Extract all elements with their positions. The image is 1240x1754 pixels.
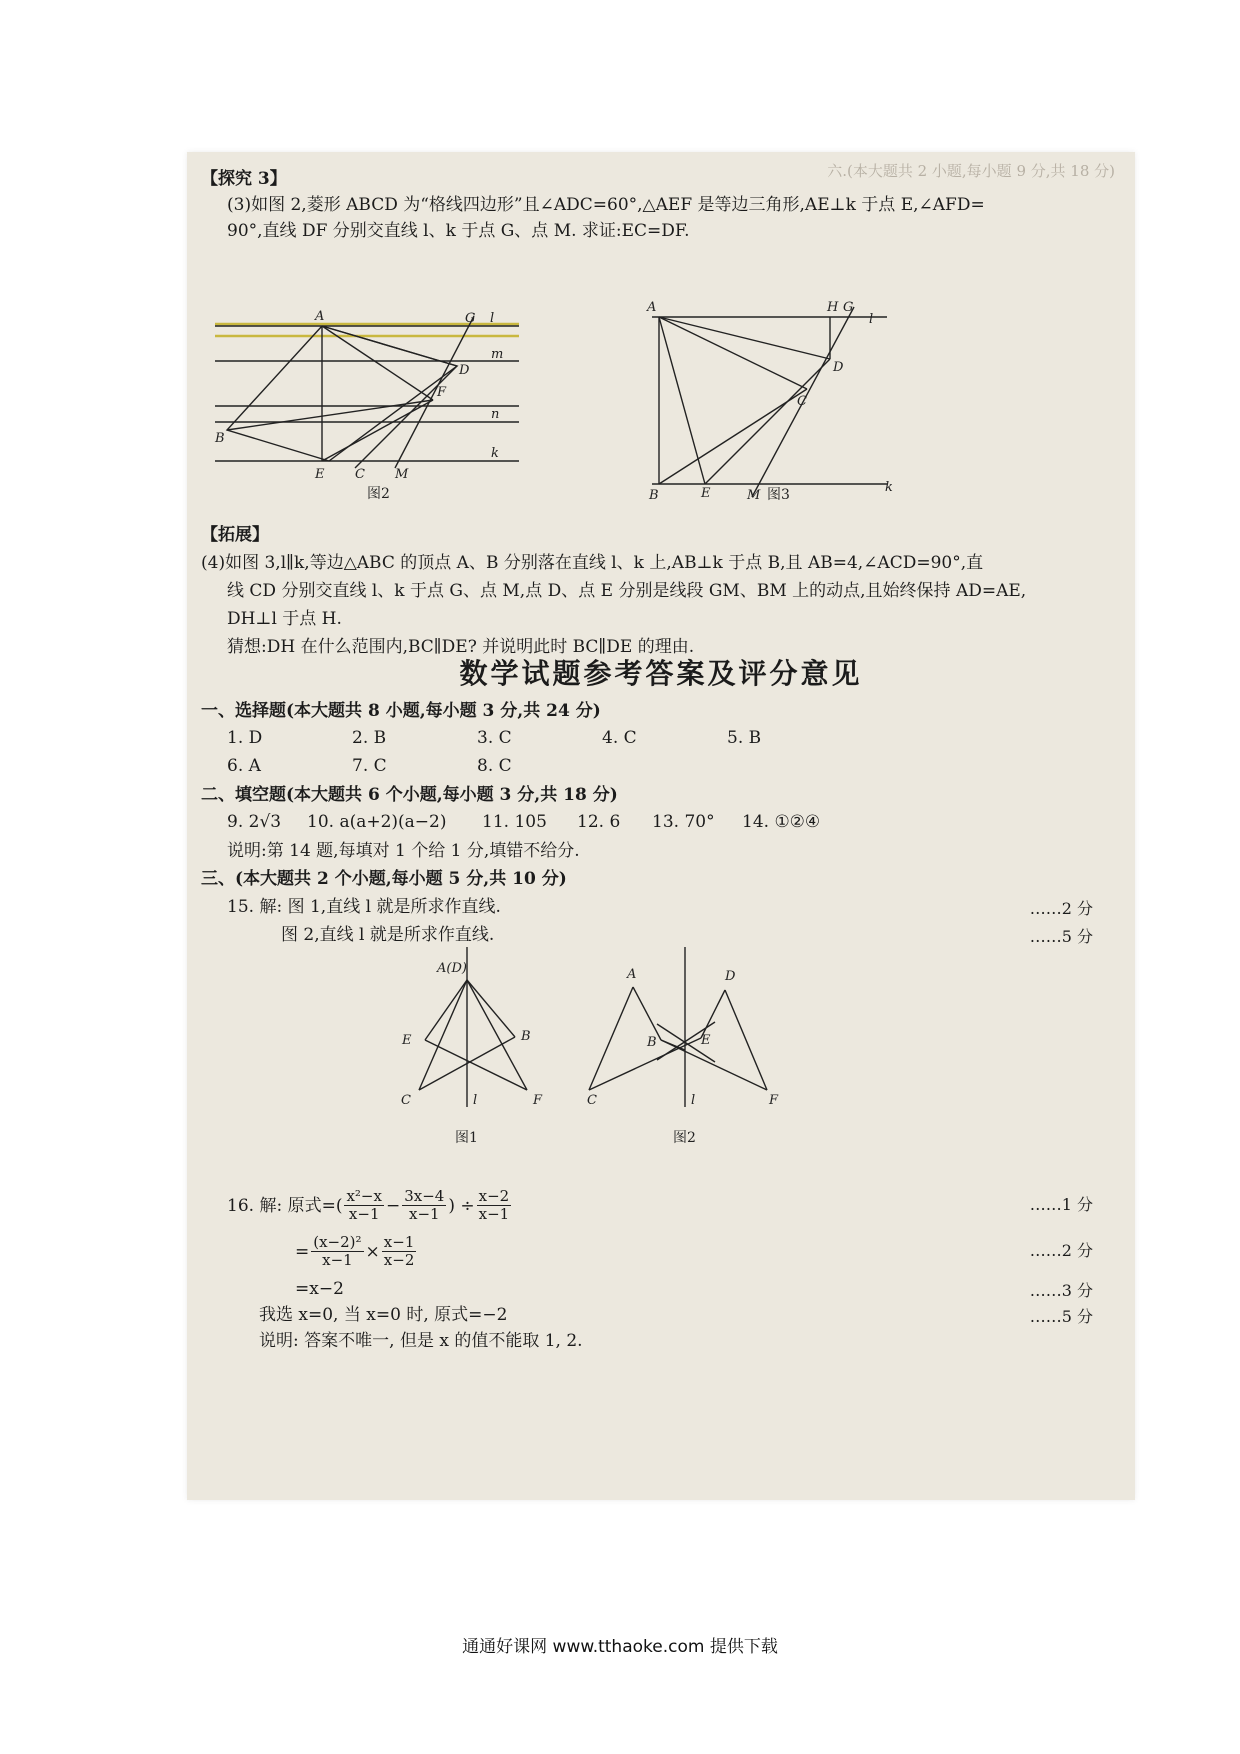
section1-header: 一、选择题(本大题共 8 小题,每小题 3 分,共 24 分) <box>201 701 601 721</box>
fraction <box>382 1234 417 1269</box>
label-m2: M <box>395 467 409 482</box>
fraction <box>477 1188 512 1223</box>
score-mark: ……2 分 <box>1029 899 1093 918</box>
fill-item: 14. ①②④ <box>742 812 821 832</box>
segment-ae <box>659 317 705 484</box>
label-e: E <box>402 1033 412 1048</box>
numerator: 3x−4 <box>404 1187 445 1205</box>
q15-line2: 图 2,直线 l 就是所求作直线. <box>281 925 495 945</box>
label-l: l <box>869 312 874 327</box>
label-e: E <box>701 1033 711 1048</box>
footer: 通通好课网 www.tthaoke.com 提供下载 <box>462 1637 778 1657</box>
label-l: l <box>691 1093 696 1108</box>
answers-title: 数学试题参考答案及评分意见 <box>459 657 863 690</box>
section1-row1 <box>227 728 852 748</box>
section2-header: 二、填空题(本大题共 6 个小题,每小题 3 分,共 18 分) <box>201 785 618 805</box>
q16-line2 <box>295 1234 418 1269</box>
label-ad: A(D) <box>437 961 467 976</box>
fraction <box>344 1188 384 1223</box>
segment-ad <box>659 317 830 359</box>
extension-line2: 线 CD 分别交直线 l、k 于点 G、点 M,点 D、点 E 分别是线段 GM、BM 上的动点,且始终保持 AD=AE, <box>227 581 1027 601</box>
q15-fig2-caption: 图2 <box>673 1130 696 1146</box>
label-k: k <box>885 480 893 495</box>
score-mark: ……3 分 <box>1029 1281 1093 1300</box>
fraction <box>402 1188 446 1223</box>
q15-fig1-caption: 图1 <box>455 1130 478 1146</box>
segment-ef <box>425 1040 527 1090</box>
label-b: B <box>215 431 225 446</box>
explore3-line2: 90°,直线 DF 分别交直线 l、k 于点 G、点 M. 求证:EC=DF. <box>227 221 690 241</box>
extension-line3: DH⊥l 于点 H. <box>227 609 342 629</box>
fill-item: 9. 2√3 <box>227 812 282 832</box>
scanned-page <box>187 152 1135 1500</box>
label-d: D <box>833 360 844 375</box>
label-b: B <box>649 488 659 503</box>
segment-ac <box>419 980 467 1090</box>
q16-line4: 我选 x=0, 当 x=0 时, 原式=−2 <box>259 1305 508 1325</box>
section2-row <box>227 812 852 832</box>
q16-line5: 说明: 答案不唯一, 但是 x 的值不能取 1, 2. <box>259 1331 583 1351</box>
extension-title: 【拓展】 <box>201 525 269 545</box>
answer-item: 8. C <box>477 756 512 776</box>
denominator: x−1 <box>478 1205 510 1223</box>
label-d: D <box>725 969 736 984</box>
score-mark: ……2 分 <box>1029 1241 1093 1260</box>
operator: × <box>365 1241 380 1262</box>
segment-ac <box>589 987 633 1090</box>
fill-item: 13. 70° <box>652 812 715 832</box>
q16-line3: =x−2 <box>295 1279 344 1299</box>
answer-item: 1. D <box>227 728 263 748</box>
explore3-line1: (3)如图 2,菱形 ABCD 为“格线四边形”且∠ADC=60°,△AEF 是等边三角形,AE⊥k 于点 E,∠AFD= <box>227 195 985 215</box>
operator: ) ÷ <box>448 1195 475 1216</box>
line-dm <box>395 316 474 468</box>
label-l: l <box>473 1093 478 1108</box>
segment-de <box>425 980 467 1040</box>
label-f: F <box>769 1093 779 1108</box>
label-m: M <box>747 488 761 503</box>
operator: = <box>295 1241 310 1262</box>
segment-ed <box>705 359 830 484</box>
extension-line4: 猜想:DH 在什么范围内,BC∥DE? 并说明此时 BC∥DE 的理由. <box>227 637 695 657</box>
fig3-caption: 图3 <box>767 487 790 503</box>
label-g: G <box>465 311 476 326</box>
answer-item: 2. B <box>352 728 387 748</box>
fill-item: 10. a(a+2)(a−2) <box>307 812 447 832</box>
label-m: m <box>491 347 504 362</box>
numerator: (x−2)² <box>313 1233 362 1251</box>
segment-de <box>701 990 725 1038</box>
label-b: B <box>647 1035 657 1050</box>
label-f: F <box>533 1093 543 1108</box>
score-mark: ……5 分 <box>1029 1307 1093 1326</box>
section1-row2 <box>227 756 602 776</box>
denominator: x−1 <box>408 1205 440 1223</box>
label-d: D <box>459 363 470 378</box>
segment-b-mid <box>661 1040 685 1050</box>
q15-figure-2 <box>587 942 807 1152</box>
label-b: B <box>521 1029 531 1044</box>
denominator: x−2 <box>383 1251 415 1269</box>
label-f: F <box>437 385 447 400</box>
denominator: x−1 <box>322 1251 353 1269</box>
section2-note: 说明:第 14 题,每填对 1 个给 1 分,填错不给分. <box>227 841 580 861</box>
label-n: n <box>491 407 500 422</box>
label-c: C <box>355 467 365 482</box>
label-e: E <box>701 486 711 501</box>
answer-item: 3. C <box>477 728 512 748</box>
answer-item: 5. B <box>727 728 762 748</box>
q16-line1 <box>227 1188 513 1223</box>
label-a: A <box>627 967 637 982</box>
denominator: x−1 <box>348 1205 380 1223</box>
numerator: x−2 <box>478 1187 510 1205</box>
line-bf <box>227 400 433 430</box>
fraction <box>311 1234 363 1269</box>
label-c: C <box>401 1093 411 1108</box>
label-c: C <box>797 394 807 409</box>
fill-item: 12. 6 <box>577 812 621 832</box>
side-ad <box>322 326 457 366</box>
segment-df <box>725 990 767 1090</box>
explore3-title: 【探究 3】 <box>201 169 287 189</box>
answer-item: 7. C <box>352 756 387 776</box>
label-k: k <box>491 446 499 461</box>
figure-2 <box>207 302 527 502</box>
section3-header: 三、(本大题共 2 个小题,每小题 5 分,共 10 分) <box>201 869 567 889</box>
q16-start: 16. 解: 原式=( <box>227 1195 343 1216</box>
label-c: C <box>587 1093 597 1108</box>
q15-line1: 15. 解: 图 1,直线 l 就是所求作直线. <box>227 897 501 917</box>
label-a: A <box>315 309 325 324</box>
segment-ab <box>467 980 515 1037</box>
extension-line1: (4)如图 3,l∥k,等边△ABC 的顶点 A、B 分别落在直线 l、k 上,AB⊥k 于点 B,且 AB=4,∠ACD=90°,直 <box>201 553 984 573</box>
segment-ac <box>659 317 807 389</box>
answer-item: 6. A <box>227 756 261 776</box>
q15-figure-1 <box>397 942 567 1152</box>
label-g: G <box>843 300 854 315</box>
bleed-through-text: 六.(本大题共 2 小题,每小题 9 分,共 18 分) <box>827 162 1115 180</box>
figure-3 <box>647 277 907 502</box>
label-e: E <box>315 467 325 482</box>
label-l: l <box>490 311 495 326</box>
label-h: H <box>827 300 839 315</box>
label-a: A <box>647 300 657 315</box>
fill-item: 11. 105 <box>482 812 547 832</box>
fig2-caption: 图2 <box>367 486 390 502</box>
segment-ab <box>633 987 661 1040</box>
answer-item: 4. C <box>602 728 637 748</box>
numerator: x²−x <box>346 1187 382 1205</box>
segment-df <box>467 980 527 1090</box>
numerator: x−1 <box>383 1233 415 1251</box>
side-ef <box>322 400 433 461</box>
score-mark: ……1 分 <box>1029 1195 1093 1214</box>
score-mark: ……5 分 <box>1029 927 1093 946</box>
operator: − <box>385 1195 401 1216</box>
segment-ce <box>589 1038 701 1090</box>
